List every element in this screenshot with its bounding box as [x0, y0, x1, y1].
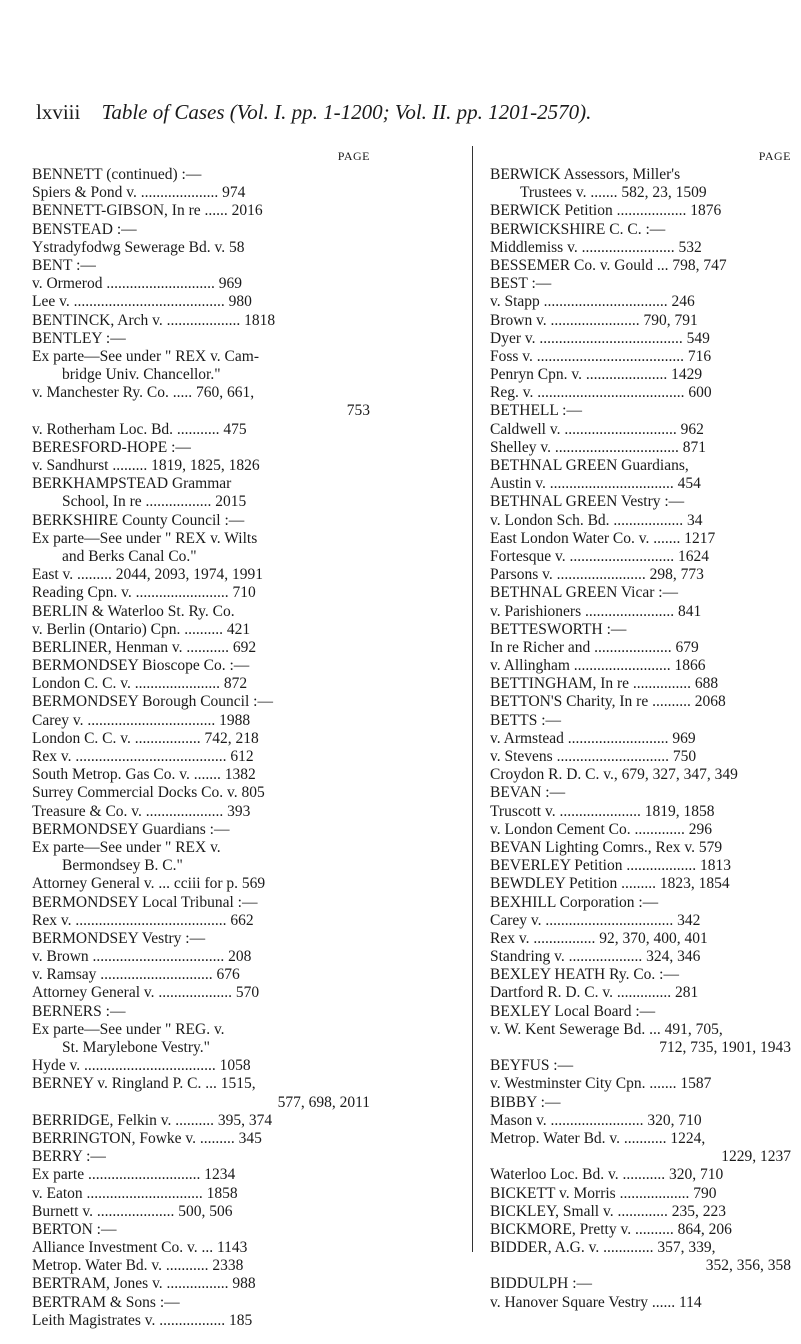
left-column	[32, 147, 370, 1330]
index-entry: Lee v. ....................................... 980	[32, 293, 252, 311]
index-entry: Fortesque v. ........................... 1624	[490, 547, 709, 565]
index-entry: BICKLEY, Small v. ............. 235, 223	[490, 1202, 726, 1220]
index-entry: In re Richer and .................... 679	[490, 638, 699, 656]
index-entry: BEVERLEY Petition .................. 1813	[490, 857, 731, 875]
index-entry: and Berks Canal Co."	[62, 547, 197, 565]
index-entry: BENSTEAD :—	[32, 220, 137, 238]
index-entry: Truscott v. ..................... 1819, 1858	[490, 802, 715, 820]
index-entry: BERLINER, Henman v. ........... 692	[32, 638, 257, 656]
index-entry: BICKETT v. Morris .................. 790	[490, 1184, 717, 1202]
index-entry: BENNETT (continued) :—	[32, 166, 202, 183]
index-entry: BERWICK Petition .................. 1876	[490, 202, 722, 220]
left-entries	[32, 166, 370, 1330]
index-entry: BERMONDSEY Guardians :—	[32, 820, 230, 838]
index-entry: BERTRAM & Sons :—	[32, 1293, 180, 1311]
index-entry: School, In re ................. 2015	[62, 493, 247, 511]
index-entry: Ex parte—See under " REX v.	[32, 838, 221, 856]
index-entry: v. Parishioners ....................... 841	[490, 602, 702, 620]
index-entry: Middlemiss v. ........................ 532	[490, 238, 702, 256]
index-entry: Standring v. ................... 324, 346	[490, 948, 701, 966]
index-entry: Burnett v. .................... 500, 506	[32, 1202, 233, 1220]
index-entry: BETHNAL GREEN Guardians,	[490, 457, 689, 474]
index-entry: Dyer v. ..................................... 549	[490, 329, 710, 347]
right-column	[490, 147, 791, 1312]
index-entry: Attorney General v. ................... 570	[32, 984, 260, 1002]
index-entry: BEVAN Lighting Comrs., Rex v. 579	[490, 838, 723, 856]
index-entry: v. Hanover Square Vestry ...... 114	[490, 1293, 702, 1311]
index-entry: BETTINGHAM, In re ............... 688	[490, 675, 719, 693]
index-entry: v. Westminster City Cpn. ....... 1587	[490, 1075, 712, 1093]
index-entry: BERKHAMPSTEAD Grammar	[32, 475, 232, 493]
index-entry: v. Rotherham Loc. Bd. ........... 475	[32, 420, 247, 438]
index-entry: v. Ormerod ............................ 969	[32, 275, 242, 293]
page-number: lxviii	[36, 100, 81, 124]
index-entry: v. W. Kent Sewerage Bd. ... 491, 705,	[490, 1020, 723, 1038]
index-entry: Rex v. ....................................... 612	[32, 748, 254, 765]
index-entry: Waterloo Loc. Bd. v. ........... 320, 710	[490, 1166, 724, 1184]
index-entry: Metrop. Water Bd. v. ........... 1224,	[490, 1129, 706, 1147]
index-entry: BERTON :—	[32, 1220, 117, 1238]
index-entry: East London Water Co. v. ....... 1217	[490, 529, 716, 547]
index-entry: BICKMORE, Pretty v. .......... 864, 206	[490, 1220, 732, 1238]
index-entry: Rex v. ....................................... 662	[32, 911, 254, 929]
index-entry: BERRY :—	[32, 1148, 106, 1166]
index-entry: Austin v. ................................ 454	[490, 475, 701, 493]
index-entry: St. Marylebone Vestry."	[62, 1039, 210, 1056]
index-entry: Alliance Investment Co. v. ... 1143	[32, 1239, 248, 1257]
index-entry: BEXHILL Corporation :—	[490, 893, 659, 911]
index-entry: BEXLEY Local Board :—	[490, 1002, 656, 1020]
index-entry: BERMONDSEY Borough Council :—	[32, 693, 273, 711]
index-entry: 577, 698, 2011	[277, 1093, 370, 1111]
index-entry: BETTS :—	[490, 711, 562, 729]
index-entry: 1229, 1237	[721, 1148, 791, 1166]
page-label-left: PAGE	[337, 149, 370, 163]
index-entry: Mason v. ........................ 320, 710	[490, 1111, 702, 1129]
index-entry: Metrop. Water Bd. v. ........... 2338	[32, 1257, 244, 1275]
index-entry: Surrey Commercial Docks Co. v. 805	[32, 784, 265, 802]
index-entry: v. Ramsay ............................. 676	[32, 966, 240, 984]
index-entry: v. Manchester Ry. Co. ..... 760, 661,	[32, 384, 255, 402]
index-entry: v. London Cement Co. ............. 296	[490, 820, 713, 838]
right-entries	[490, 166, 791, 1312]
index-entry: BENT :—	[32, 256, 96, 274]
page-header	[36, 100, 776, 125]
index-entry: BERLIN & Waterloo St. Ry. Co.	[32, 602, 235, 620]
index-entry: 352, 356, 358	[705, 1257, 791, 1275]
index-entry: Attorney General v. ... cciii for p. 569	[32, 875, 266, 893]
index-entry: Penryn Cpn. v. ..................... 1429	[490, 366, 703, 384]
index-entry: Bermondsey B. C."	[62, 857, 183, 875]
index-entry: BEST :—	[490, 275, 552, 293]
index-entry: BERKSHIRE County Council :—	[32, 511, 245, 529]
index-entry: BENTINCK, Arch v. ................... 1818	[32, 311, 276, 329]
index-entry: v. London Sch. Bd. .................. 34	[490, 511, 703, 529]
index-entry: Reg. v. ...................................... 600	[490, 384, 712, 402]
running-title: Table of Cases (Vol. I. pp. 1-1200; Vol. II. pp. 1201-2570).	[101, 100, 592, 124]
index-entry: v. Eaton .............................. 1858	[32, 1184, 238, 1202]
index-entry: BERRINGTON, Fowke v. ......... 345	[32, 1129, 262, 1147]
index-entry: East v. ......... 2044, 2093, 1974, 1991	[32, 566, 264, 584]
index-entry: BERRIDGE, Felkin v. .......... 395, 374	[32, 1111, 273, 1129]
index-entry: BERESFORD-HOPE :—	[32, 438, 191, 456]
index-entry: Hyde v. .................................. 1058	[32, 1057, 251, 1075]
index-entry: v. Stapp ................................ 246	[490, 293, 695, 311]
index-entry: Spiers & Pond v. .................... 974	[32, 184, 246, 202]
index-entry: BETHNAL GREEN Vicar :—	[490, 584, 679, 602]
index-entry: Treasure & Co. v. .................... 393	[32, 802, 251, 820]
index-entry: Ex parte—See under " REG. v.	[32, 1020, 225, 1038]
index-entry: London C. C. v. ................. 742, 218	[32, 729, 259, 747]
index-entry: Ex parte—See under " REX v. Wilts	[32, 529, 258, 547]
index-entry: BIDDER, A.G. v. ............. 357, 339,	[490, 1239, 716, 1257]
index-entry: bridge Univ. Chancellor."	[62, 366, 221, 384]
index-entry: v. Sandhurst ......... 1819, 1825, 1826	[32, 457, 260, 474]
index-entry: London C. C. v. ...................... 872	[32, 675, 248, 693]
index-entry: BEVAN :—	[490, 784, 566, 802]
index-entry: BERNEY v. Ringland P. C. ... 1515,	[32, 1075, 256, 1093]
index-entry: BENNETT-GIBSON, In re ...... 2016	[32, 202, 263, 220]
index-entry: v. Armstead .......................... 969	[490, 729, 696, 747]
index-entry: BIBBY :—	[490, 1093, 561, 1111]
index-entry: BERNERS :—	[32, 1002, 126, 1020]
index-entry: BERMONDSEY Vestry :—	[32, 929, 206, 947]
index-entry: BETHNAL GREEN Vestry :—	[490, 493, 685, 511]
index-entry: 753	[346, 402, 370, 420]
index-entry: Leith Magistrates v. ................. 185	[32, 1311, 253, 1329]
index-entry: Ystradyfodwg Sewerage Bd. v. 58	[32, 238, 245, 256]
index-entry: BERTRAM, Jones v. ................ 988	[32, 1275, 256, 1293]
index-entry: 712, 735, 1901, 1943	[659, 1039, 791, 1056]
index-entry: BEWDLEY Petition ......... 1823, 1854	[490, 875, 730, 893]
index-entry: BERMONDSEY Bioscope Co. :—	[32, 657, 250, 675]
index-entry: Rex v. ................ 92, 370, 400, 401	[490, 929, 708, 947]
index-entry: Reading Cpn. v. ........................ 710	[32, 584, 256, 602]
index-entry: Croydon R. D. C. v., 679, 327, 347, 349	[490, 766, 738, 784]
index-entry: Caldwell v. ............................. 962	[490, 420, 704, 438]
index-entry: Ex parte ............................. 1234	[32, 1166, 236, 1184]
index-entry: Trustees v. ....... 582, 23, 1509	[520, 184, 707, 202]
index-entry: Brown v. ....................... 790, 791	[490, 311, 698, 329]
index-entry: BENTLEY :—	[32, 329, 126, 347]
index-entry: v. Allingham ......................... 1866	[490, 657, 706, 675]
index-entry: BIDDULPH :—	[490, 1275, 593, 1293]
index-entry: BERWICK Assessors, Miller's	[490, 166, 681, 183]
page-label-right: PAGE	[758, 149, 791, 163]
index-entry: BERMONDSEY Local Tribunal :—	[32, 893, 258, 911]
index-entry: South Metrop. Gas Co. v. ....... 1382	[32, 766, 256, 784]
index-entry: BESSEMER Co. v. Gould ... 798, 747	[490, 256, 727, 274]
index-entry: BETHELL :—	[490, 402, 582, 420]
index-entry: Dartford R. D. C. v. .............. 281	[490, 984, 699, 1002]
index-entry: v. Brown .................................. 208	[32, 948, 252, 966]
index-entry: BETTON'S Charity, In re .......... 2068	[490, 693, 726, 711]
index-entry: Foss v. ...................................... 716	[490, 347, 712, 365]
column-divider	[472, 146, 473, 1252]
index-entry: Ex parte—See under " REX v. Cam-	[32, 347, 259, 365]
index-entry: Shelley v. ................................ 871	[490, 438, 706, 456]
index-entry: v. Berlin (Ontario) Cpn. .......... 421	[32, 620, 251, 638]
index-entry: BETTESWORTH :—	[490, 620, 627, 638]
index-entry: BEXLEY HEATH Ry. Co. :—	[490, 966, 679, 984]
index-entry: BERWICKSHIRE C. C. :—	[490, 220, 666, 238]
index-entry: v. Stevens ............................. 750	[490, 748, 697, 765]
index-entry: Parsons v. ....................... 298, 773	[490, 566, 704, 584]
index-entry: Carey v. ................................. 342	[490, 911, 701, 929]
index-entry: BEYFUS :—	[490, 1057, 574, 1075]
index-entry: Carey v. ................................. 1988	[32, 711, 251, 729]
